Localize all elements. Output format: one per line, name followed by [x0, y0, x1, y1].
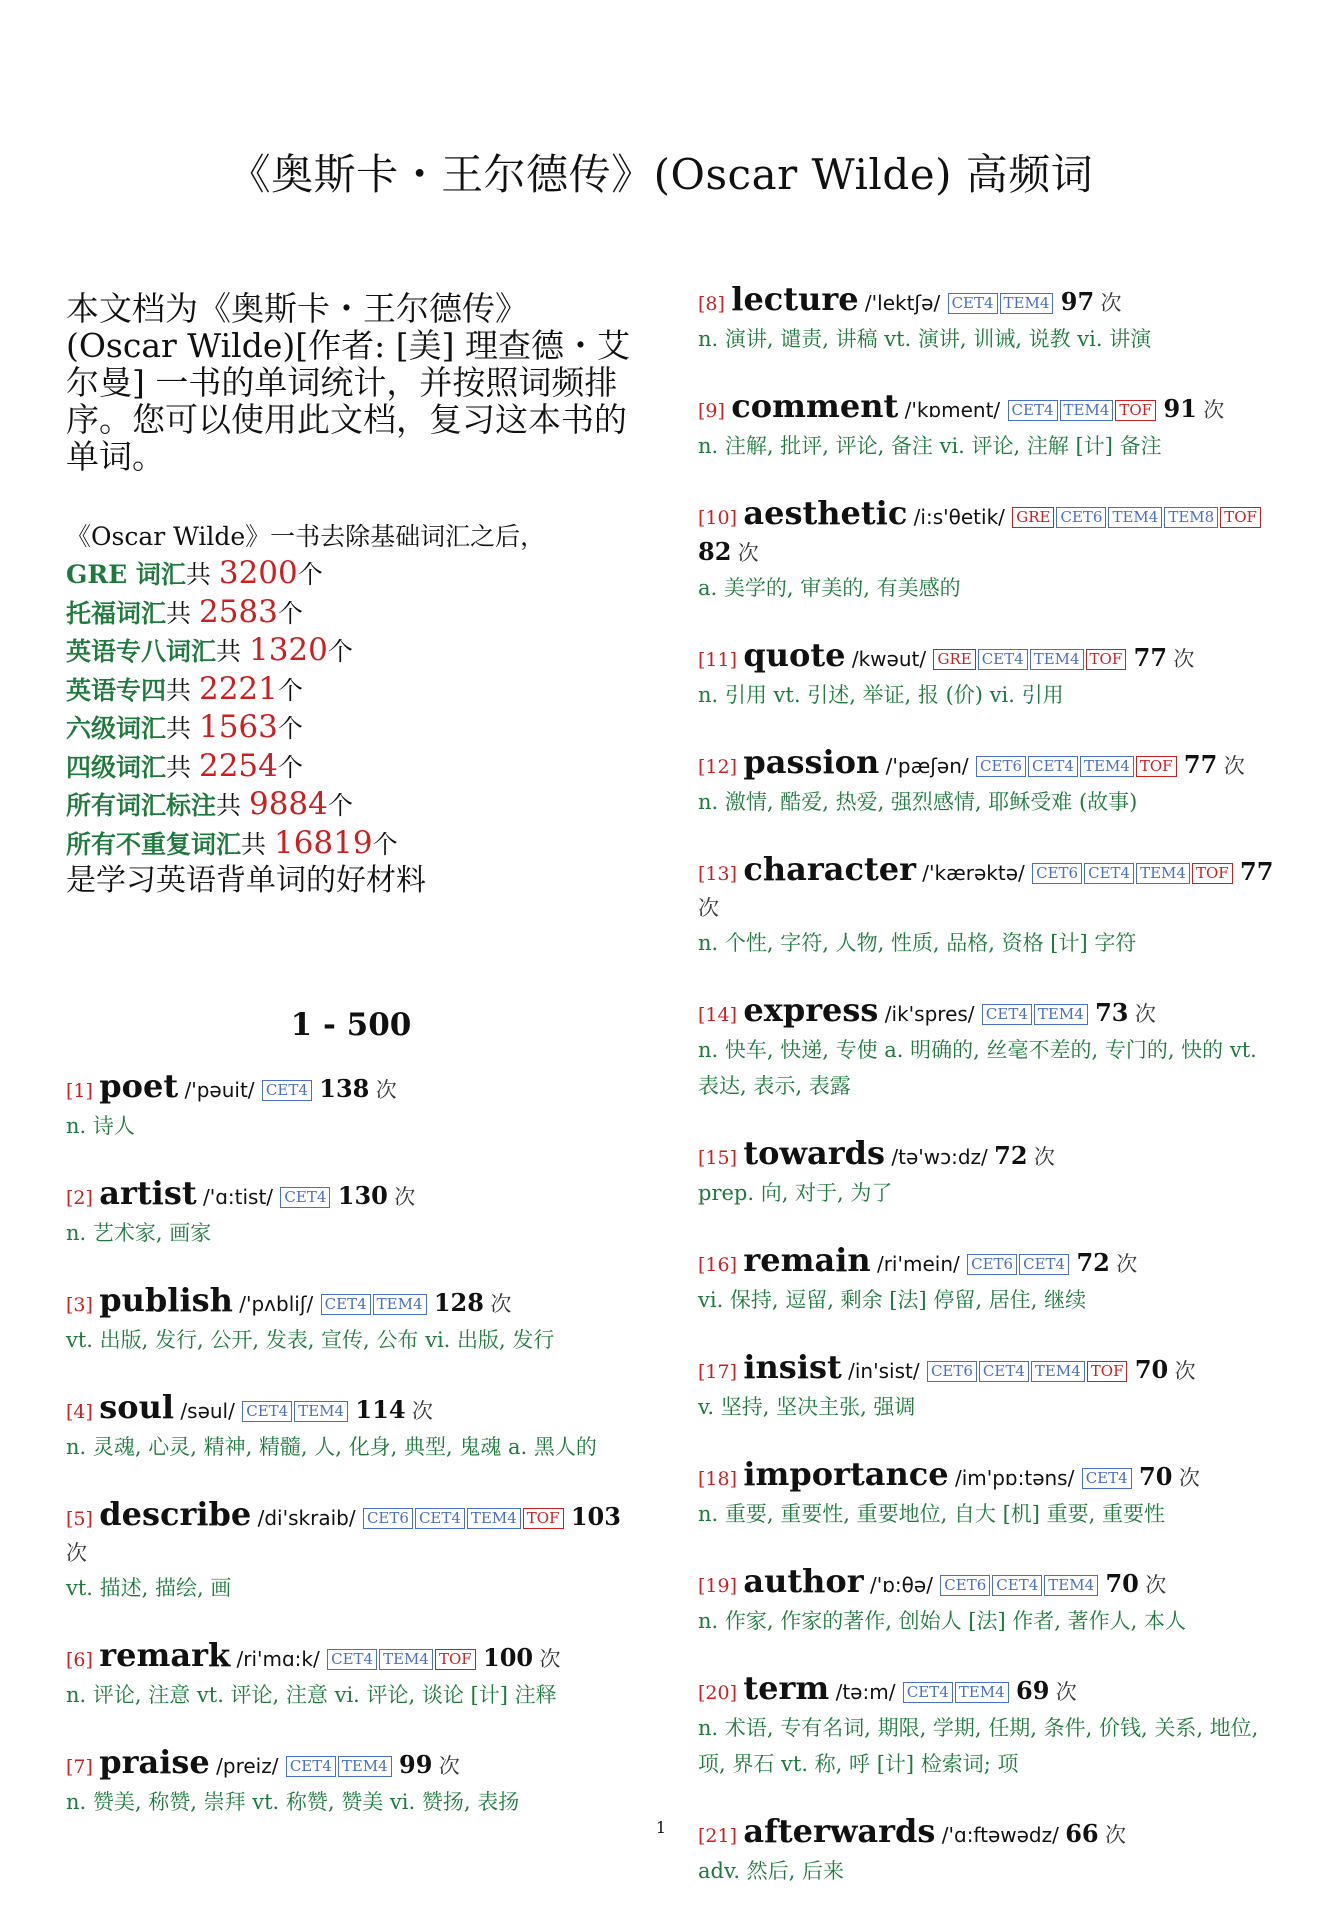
stat-unit: 个 — [327, 637, 353, 666]
exam-tag: CET6 — [940, 1575, 990, 1596]
headword-line — [66, 1069, 636, 1108]
word-entry — [698, 745, 1278, 820]
phonetic: /im'pɒ:təns/ — [954, 1466, 1075, 1490]
count-suffix: 次 — [66, 1541, 87, 1565]
phonetic: /preiz/ — [216, 1754, 279, 1778]
headword-line — [66, 1176, 636, 1215]
phonetic: /tə'wɔ:dz/ — [891, 1145, 988, 1169]
stat-unit: 个 — [277, 675, 303, 705]
entry-index: [6] — [66, 1649, 93, 1671]
exam-tag: CET4 — [242, 1401, 292, 1422]
stat-line — [66, 786, 636, 825]
headword: praise — [99, 1743, 210, 1781]
headword-line — [66, 1283, 636, 1322]
stat-label: 六级词汇 — [66, 714, 167, 743]
exam-tag: CET4 — [1028, 756, 1078, 777]
frequency-count: 138 — [319, 1074, 370, 1103]
exam-tag: TOF — [523, 1508, 564, 1529]
frequency-count: 70 — [1105, 1569, 1139, 1598]
stat-number: 9884 — [248, 786, 328, 822]
word-entry — [698, 1564, 1278, 1639]
headword: express — [743, 991, 879, 1029]
definition: n. 诗人 — [66, 1114, 135, 1138]
stat-number: 16819 — [273, 824, 373, 861]
frequency-count: 114 — [355, 1395, 406, 1424]
word-entry — [66, 1745, 636, 1820]
stat-number: 2254 — [198, 747, 278, 784]
stat-line — [66, 632, 636, 671]
headword: importance — [743, 1455, 949, 1493]
stat-unit: 个 — [277, 598, 303, 628]
count-suffix: 次 — [1203, 398, 1225, 422]
exam-tag: CET4 — [286, 1756, 336, 1777]
exam-tag: TEM4 — [1000, 293, 1054, 314]
exam-tag: CET4 — [1008, 400, 1058, 421]
exam-tag: TEM8 — [1164, 507, 1218, 528]
entry-index: [13] — [698, 863, 738, 885]
definition: n. 个性, 字符, 人物, 性质, 品格, 资格 [计] 字符 — [698, 931, 1137, 955]
word-entry — [698, 993, 1278, 1104]
entries-right — [698, 282, 1278, 1889]
definition: n. 快车, 快递, 专使 a. 明确的, 丝毫不差的, 专门的, 快的 vt. 表达, 表示, 表露 — [698, 1038, 1257, 1098]
count-suffix: 次 — [490, 1292, 512, 1316]
headword: insist — [743, 1348, 842, 1386]
stat-number: 1563 — [198, 709, 278, 745]
headword: term — [743, 1669, 830, 1707]
exam-tag: TEM4 — [1044, 1575, 1098, 1596]
stat-label: 托福词汇 — [66, 598, 167, 628]
count-suffix: 次 — [1033, 1145, 1055, 1169]
entry-index: [14] — [698, 1004, 738, 1026]
frequency-count: 73 — [1095, 998, 1129, 1027]
frequency-count: 103 — [570, 1502, 621, 1531]
count-suffix: 次 — [737, 541, 759, 565]
word-entry — [698, 1350, 1278, 1425]
phonetic: /'lektʃə/ — [864, 291, 941, 315]
word-entry — [698, 1136, 1278, 1211]
frequency-count: 69 — [1016, 1676, 1050, 1705]
exam-tag: CET6 — [976, 756, 1026, 777]
headword: aesthetic — [743, 494, 908, 532]
page-title: 《奥斯卡・王尔德传》(Oscar Wilde) 高频词 — [228, 150, 1094, 199]
frequency-count: 70 — [1139, 1462, 1173, 1491]
frequency-count: 82 — [698, 537, 732, 566]
exam-tag: CET4 — [948, 293, 998, 314]
stat-line — [66, 825, 636, 864]
headword-line — [698, 745, 1278, 784]
stats-list — [66, 555, 636, 863]
exam-tag: TEM4 — [373, 1294, 427, 1315]
entry-index: [8] — [698, 293, 725, 315]
definition: n. 激情, 酷爱, 热爱, 强烈感情, 耶稣受难 (故事) — [698, 790, 1138, 814]
stat-line — [66, 748, 636, 787]
exam-tag: TEM4 — [1136, 863, 1190, 884]
exam-tag: TOF — [1086, 649, 1127, 670]
entry-index: [2] — [66, 1187, 93, 1209]
definition: n. 重要, 重要性, 重要地位, 自大 [机] 重要, 重要性 — [698, 1502, 1166, 1526]
definition: n. 引用 vt. 引述, 举证, 报 (价) vi. 引用 — [698, 683, 1064, 707]
frequency-count: 100 — [483, 1643, 534, 1672]
word-entry — [698, 638, 1278, 713]
phonetic: /'pəuit/ — [184, 1078, 255, 1102]
exam-tag: GRE — [933, 649, 975, 670]
exam-tag: TOF — [1192, 863, 1233, 884]
word-entry — [66, 1497, 636, 1606]
exam-tag: CET4 — [982, 1004, 1032, 1025]
headword: lecture — [731, 280, 859, 318]
frequency-count: 91 — [1163, 394, 1197, 423]
exam-tag: TEM4 — [1108, 507, 1162, 528]
entry-index: [7] — [66, 1756, 93, 1778]
count-suffix: 次 — [411, 1399, 433, 1423]
exam-tag: TEM4 — [1034, 1004, 1088, 1025]
word-entry — [698, 389, 1278, 464]
stat-unit: 个 — [277, 752, 303, 782]
exam-tag: CET4 — [992, 1575, 1042, 1596]
word-entry — [698, 1671, 1278, 1782]
left-column — [66, 282, 636, 1852]
definition: n. 术语, 专有名词, 期限, 学期, 任期, 条件, 价钱, 关系, 地位, 项, 界石 vt. 称, 呼 [计] 检索词; 项 — [698, 1716, 1259, 1776]
definition: vt. 出版, 发行, 公开, 发表, 宣传, 公布 vi. 出版, 发行 — [66, 1328, 555, 1352]
stat-unit: 个 — [277, 714, 303, 743]
exam-tag: TEM4 — [955, 1682, 1009, 1703]
phonetic: /'pʌbliʃ/ — [239, 1292, 314, 1316]
closing-text: 是学习英语背单词的好材料 — [66, 863, 426, 898]
count-suffix: 次 — [1100, 291, 1122, 315]
definition: v. 坚持, 坚决主张, 强调 — [698, 1395, 916, 1419]
count-suffix: 次 — [1173, 647, 1195, 671]
stat-mid: 共 — [166, 675, 199, 705]
phonetic: /tə:m/ — [835, 1680, 896, 1704]
exam-tag: CET4 — [415, 1508, 465, 1529]
phonetic: /in'sist/ — [848, 1359, 920, 1383]
count-suffix: 次 — [394, 1185, 416, 1209]
headword: artist — [99, 1174, 197, 1212]
entry-index: [15] — [698, 1147, 738, 1169]
stat-line — [66, 555, 636, 594]
entry-index: [17] — [698, 1361, 738, 1383]
exam-tag: TEM4 — [1080, 756, 1134, 777]
headword: character — [743, 850, 916, 888]
right-column — [698, 282, 1278, 1921]
stat-label: 英语专四 — [66, 675, 167, 705]
headword-line — [698, 1136, 1278, 1175]
exam-tag: TOF — [1115, 400, 1156, 421]
headword-line — [698, 993, 1278, 1032]
headword-line — [66, 1390, 636, 1429]
headword: soul — [99, 1388, 175, 1426]
phonetic: /ik'spres/ — [884, 1002, 975, 1026]
count-suffix: 次 — [539, 1647, 561, 1671]
word-entry — [66, 1638, 636, 1713]
headword-line — [698, 389, 1278, 428]
word-entry — [66, 1069, 636, 1144]
exam-tag: TEM4 — [379, 1649, 433, 1670]
exam-tag: TOF — [1087, 1361, 1128, 1382]
headword: author — [743, 1562, 864, 1600]
frequency-count: 77 — [1183, 750, 1218, 779]
headword: quote — [743, 636, 846, 674]
phonetic: /'ɑ:ftəwədz/ — [941, 1823, 1059, 1847]
stat-line — [66, 671, 636, 710]
entry-index: [18] — [698, 1468, 738, 1490]
exam-tag: CET4 — [321, 1294, 371, 1315]
definition: n. 演讲, 谴责, 讲稿 vt. 演讲, 训诫, 说教 vi. 讲演 — [698, 327, 1152, 351]
exam-tag: TOF — [1220, 507, 1261, 528]
exam-tag: CET4 — [1082, 1468, 1132, 1489]
exam-tag: CET6 — [927, 1361, 977, 1382]
frequency-count: 130 — [337, 1181, 388, 1210]
frequency-count: 128 — [433, 1288, 484, 1317]
stat-mid: 共 — [216, 791, 249, 820]
headword-line — [66, 1497, 636, 1570]
headword: afterwards — [743, 1812, 936, 1850]
intro-text: 本文档为《奥斯卡・王尔德传》(Oscar Wilde)[作者: [美] 理查德・艾尔曼] 一书的单词统计，并按照词频排序。您可以使用此文档，复习这本书的单词。 — [66, 289, 630, 476]
exam-tag: CET4 — [979, 1361, 1029, 1382]
stat-unit: 个 — [372, 829, 398, 859]
word-entry — [698, 852, 1278, 961]
exam-tag: CET6 — [1056, 507, 1106, 528]
count-suffix: 次 — [698, 896, 719, 920]
phonetic: /ri'mein/ — [876, 1252, 960, 1276]
entry-index: [19] — [698, 1575, 738, 1597]
page-number: 1 — [655, 1818, 667, 1837]
definition: adv. 然后, 后来 — [698, 1859, 845, 1883]
definition: vt. 描述, 描绘, 画 — [66, 1576, 232, 1600]
phonetic: /'kærəktə/ — [922, 861, 1025, 885]
phonetic: /'kɒment/ — [904, 398, 1001, 422]
stat-mid: 共 — [166, 752, 199, 782]
entry-index: [4] — [66, 1401, 93, 1423]
stat-number: 1320 — [248, 632, 328, 668]
stat-mid: 共 — [166, 714, 199, 743]
word-entry — [66, 1283, 636, 1358]
definition: n. 注解, 批评, 评论, 备注 vi. 评论, 注解 [计] 备注 — [698, 434, 1162, 458]
headword: passion — [743, 743, 880, 781]
word-entry — [698, 1243, 1278, 1318]
headword-line — [698, 282, 1278, 321]
exam-tag: CET4 — [1084, 863, 1134, 884]
frequency-count: 77 — [1133, 643, 1168, 672]
frequency-count: 99 — [399, 1750, 433, 1779]
entry-index: [9] — [698, 400, 725, 422]
exam-tag: TOF — [1136, 756, 1177, 777]
phonetic: /i:s'θetik/ — [913, 505, 1005, 529]
headword: comment — [731, 387, 899, 425]
stat-mid: 共 — [216, 637, 249, 666]
entry-index: [21] — [698, 1825, 738, 1847]
headword-line — [698, 1350, 1278, 1389]
frequency-count: 66 — [1065, 1819, 1099, 1848]
headword: remark — [99, 1636, 231, 1674]
stats-heading: 《Oscar Wilde》一书去除基础词汇之后， — [66, 522, 546, 551]
stat-label: GRE 词汇 — [66, 560, 186, 589]
exam-tag: CET4 — [280, 1187, 330, 1208]
entry-index: [10] — [698, 507, 738, 529]
phonetic: /ri'mɑ:k/ — [236, 1647, 320, 1671]
headword-line — [698, 1671, 1278, 1710]
headword-line — [66, 1638, 636, 1677]
phonetic: /'ɒ:θə/ — [869, 1573, 933, 1597]
count-suffix: 次 — [1178, 1466, 1200, 1490]
headword: publish — [99, 1281, 233, 1319]
definition: n. 赞美, 称赞, 崇拜 vt. 称赞, 赞美 vi. 赞扬, 表扬 — [66, 1790, 520, 1814]
entry-index: [20] — [698, 1682, 738, 1704]
stat-mid: 共 — [241, 829, 274, 859]
exam-tag: TEM4 — [338, 1756, 392, 1777]
count-suffix: 次 — [1055, 1680, 1077, 1704]
headword-line — [698, 1243, 1278, 1282]
word-entry — [66, 1390, 636, 1465]
exam-tag: CET4 — [327, 1649, 377, 1670]
stat-number: 2583 — [198, 593, 278, 630]
exam-tag: TEM4 — [1030, 649, 1084, 670]
exam-tag: TEM4 — [294, 1401, 348, 1422]
frequency-count: 77 — [1240, 857, 1274, 886]
headword: towards — [743, 1134, 886, 1172]
entry-index: [5] — [66, 1508, 93, 1530]
count-suffix: 次 — [1145, 1573, 1167, 1597]
stat-line — [66, 594, 636, 633]
exam-tag: TEM4 — [1060, 400, 1114, 421]
headword: remain — [743, 1241, 871, 1279]
frequency-count: 72 — [1076, 1248, 1110, 1277]
entry-index: [1] — [66, 1080, 93, 1102]
headword: describe — [99, 1495, 252, 1533]
definition: prep. 向, 对于, 为了 — [698, 1181, 893, 1205]
headword-line — [698, 496, 1278, 570]
word-entry — [698, 496, 1278, 606]
frequency-count: 97 — [1060, 287, 1095, 316]
phonetic: /'pæʃən/ — [885, 754, 969, 778]
count-suffix: 次 — [1174, 1359, 1196, 1383]
stat-number: 3200 — [218, 555, 298, 591]
word-entry — [698, 282, 1278, 357]
stat-label: 所有不重复词汇 — [66, 829, 242, 859]
exam-tag: TOF — [435, 1649, 476, 1670]
word-entry — [66, 1176, 636, 1251]
frequency-count: 70 — [1134, 1355, 1169, 1384]
headword-line — [698, 638, 1278, 677]
stat-mid: 共 — [166, 598, 199, 628]
stat-unit: 个 — [327, 791, 353, 820]
definition: n. 作家, 作家的著作, 创始人 [法] 作者, 著作人, 本人 — [698, 1609, 1187, 1633]
stat-label: 英语专八词汇 — [66, 637, 217, 666]
word-entry — [698, 1457, 1278, 1532]
definition: n. 灵魂, 心灵, 精神, 精髓, 人, 化身, 典型, 鬼魂 a. 黑人的 — [66, 1435, 597, 1459]
range-heading: 1 - 500 — [290, 1007, 412, 1043]
exam-tag: CET6 — [1032, 863, 1082, 884]
exam-tag: TEM4 — [1031, 1361, 1085, 1382]
headword-line — [698, 1564, 1278, 1603]
exam-tag: GRE — [1012, 507, 1054, 528]
definition: n. 艺术家, 画家 — [66, 1221, 212, 1245]
count-suffix: 次 — [438, 1754, 460, 1778]
frequency-count: 72 — [994, 1141, 1028, 1170]
phonetic: /'ɑ:tist/ — [202, 1185, 274, 1209]
entry-index: [3] — [66, 1294, 93, 1316]
phonetic: /kwəut/ — [851, 647, 927, 671]
phonetic: /səul/ — [180, 1399, 235, 1423]
exam-tag: CET6 — [967, 1254, 1017, 1275]
stat-number: 2221 — [198, 670, 278, 707]
stat-label: 四级词汇 — [66, 752, 167, 782]
count-suffix: 次 — [1134, 1002, 1156, 1026]
entry-index: [11] — [698, 649, 738, 671]
stat-line — [66, 709, 636, 748]
phonetic: /di'skraib/ — [257, 1506, 356, 1530]
count-suffix: 次 — [375, 1078, 397, 1102]
exam-tag: CET4 — [978, 649, 1028, 670]
entries-left — [66, 1069, 636, 1820]
exam-tag: CET4 — [1019, 1254, 1069, 1275]
stat-label: 所有词汇标注 — [66, 791, 217, 820]
headword-line — [698, 852, 1278, 925]
headword-line — [66, 1745, 636, 1784]
entry-index: [16] — [698, 1254, 738, 1276]
headword: poet — [99, 1067, 179, 1105]
definition: vi. 保持, 逗留, 剩余 [法] 停留, 居住, 继续 — [698, 1288, 1087, 1312]
count-suffix: 次 — [1223, 754, 1245, 778]
headword-line — [698, 1457, 1278, 1496]
count-suffix: 次 — [1105, 1823, 1126, 1847]
definition: a. 美学的, 审美的, 有美感的 — [698, 576, 961, 600]
exam-tag: TEM4 — [467, 1508, 521, 1529]
entry-index: [12] — [698, 756, 738, 778]
stat-unit: 个 — [297, 560, 323, 589]
definition: n. 评论, 注意 vt. 评论, 注意 vi. 评论, 谈论 [计] 注释 — [66, 1683, 557, 1707]
exam-tag: CET6 — [363, 1508, 413, 1529]
count-suffix: 次 — [1116, 1252, 1138, 1276]
stat-mid: 共 — [185, 560, 219, 589]
exam-tag: CET4 — [262, 1080, 312, 1101]
exam-tag: CET4 — [903, 1682, 953, 1703]
